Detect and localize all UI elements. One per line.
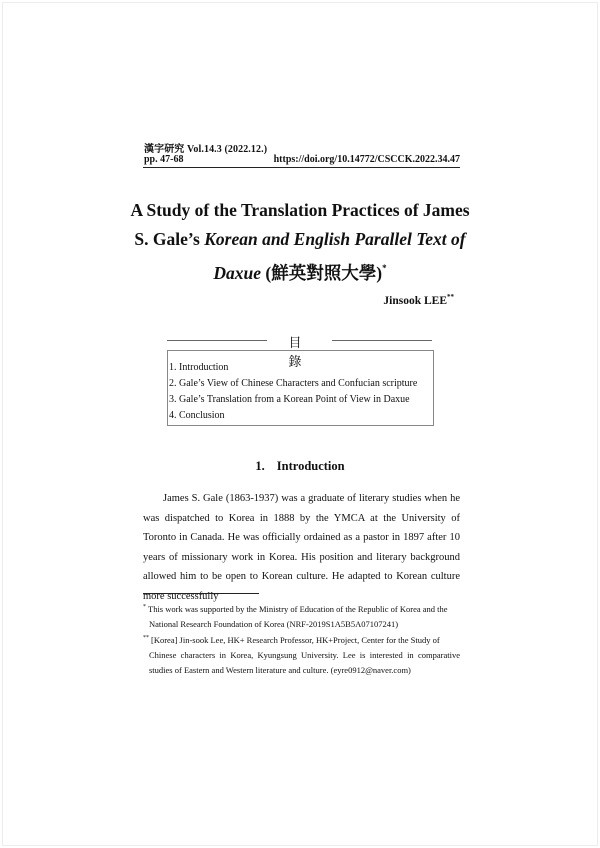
section-heading <box>0 459 600 474</box>
title-line-1: A Study of the Translation Practices of James <box>130 200 470 220</box>
author-name <box>383 293 454 307</box>
body-text <box>143 489 460 607</box>
header-rule <box>143 167 460 168</box>
toc-item-chinese-characters: 2. Gale’s View of Chinese Characters and Confucian scripture <box>169 378 418 389</box>
doi-link[interactable]: https://doi.org/10.14772/CSCCK.2022.34.47 <box>273 154 460 165</box>
footnote-1-line1: This work was supported by the Ministry of Education of the Republic of Korea and the <box>148 604 448 614</box>
toc-item-introduction: 1. Introduction <box>169 362 229 373</box>
title-footnote-mark: * <box>382 263 387 273</box>
author-footnote-mark: ** <box>447 293 454 301</box>
body-paragraph: James S. Gale (1863-1937) was a graduate of literary studies when he was dispatched to Korea in 1888 by the YMCA at the University of Toronto in Canada. He was officially ordained as a pastor in 1897 after 10 years of missionary work in Korea. His position and literary background allowed him to be open to Korean culture. He adapted to Korean culture more successfully <box>143 493 460 602</box>
toc-rule-left <box>167 340 267 341</box>
journal-info: 漢字研究 Vol.14.3 (2022.12.) <box>144 144 268 155</box>
footnote-1-mark: * <box>143 604 146 610</box>
footnote-2-mark: ** <box>143 635 149 641</box>
toc-item-conclusion: 4. Conclusion <box>169 410 225 421</box>
title-line-2-italic: Korean and English Parallel Text of <box>204 229 466 249</box>
toc-heading: 目 錄 <box>288 335 312 369</box>
paper-title <box>130 196 470 288</box>
title-line-2 <box>130 225 470 254</box>
title-line-3 <box>130 254 470 288</box>
section-title: Introduction <box>276 459 345 473</box>
toc-item-translation: 3. Gale’s Translation from a Korean Point of View in Daxue <box>169 394 410 405</box>
footnote-1 <box>143 600 460 632</box>
title-line-3-italic: Daxue <box>213 263 262 283</box>
section-number: 1. <box>255 459 265 473</box>
author-name-text: Jinsook LEE <box>383 295 447 307</box>
title-line-3-plain: (鮮英對照大學) <box>261 263 383 283</box>
footnote-rule <box>143 593 259 594</box>
footnote-1-rest: National Research Foundation of Korea (NRF-2019S1A5B5A07107241) <box>149 619 399 629</box>
page-range: pp. 47-68 <box>144 154 184 165</box>
toc-rule-right <box>332 340 432 341</box>
footnote-2-line1: [Korea] Jin-sook Lee, HK+ Research Professor, HK+Project, Center for the Study of <box>151 635 440 645</box>
footnote-2 <box>143 631 460 678</box>
title-line-2-plain: S. Gale’s <box>134 229 205 249</box>
footnote-2-rest: Chinese characters in Korea, Kyungsung University. Lee is interested in comparative studies of Eastern and Western literature and culture. (eyre0912@naver.com) <box>149 650 460 675</box>
